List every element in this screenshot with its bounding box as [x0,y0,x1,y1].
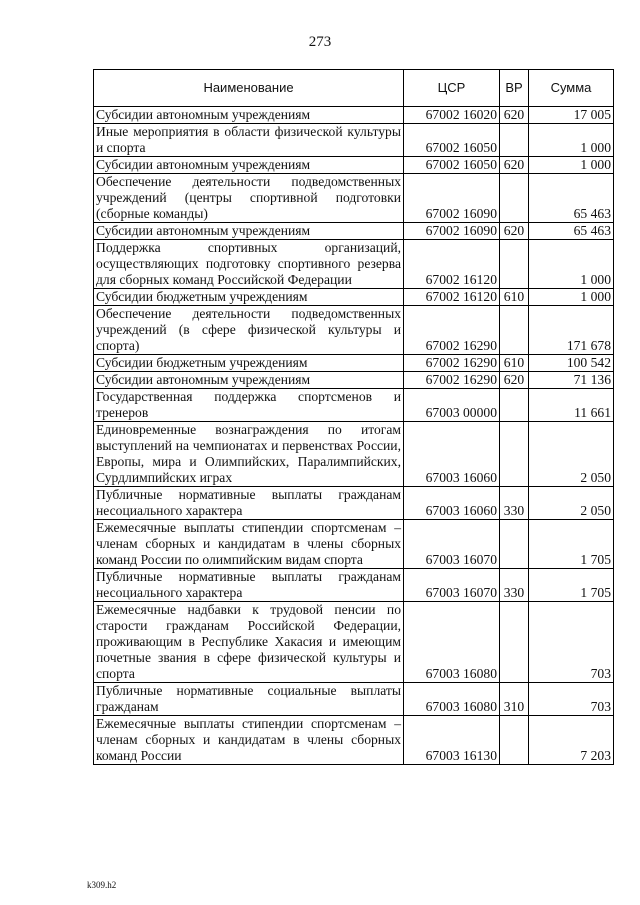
row-vr-cell [500,306,529,355]
table-row [94,487,614,520]
table-row [94,422,614,487]
row-name-cell: Субсидии бюджетным учреждениям [94,289,404,306]
row-sum-cell: 2 050 [529,422,614,487]
budget-table [93,69,614,765]
row-sum-cell: 1 000 [529,157,614,174]
row-csr-cell: 67003 16070 [404,569,500,602]
header-name: Наименование [94,70,404,107]
row-sum-cell: 703 [529,683,614,716]
row-vr-cell [500,716,529,765]
row-sum-cell: 1 000 [529,124,614,157]
row-vr-cell [500,240,529,289]
row-name-cell: Ежемесячные выплаты стипендии спортсменам – членам сборных и кандидатам в члены сборных команд России [94,716,404,765]
row-name-cell: Ежемесячные надбавки к трудовой пенсии по старости гражданам Российской Федерации, проживающим в Республике Хакасия и имеющим почетные звания в сфере физической культуры и спорта [94,602,404,683]
table-row [94,223,614,240]
row-name-cell: Ежемесячные выплаты стипендии спортсменам – членам сборных и кандидатам в члены сборных команд России по олимпийским видам спорта [94,520,404,569]
row-csr-cell: 67002 16120 [404,240,500,289]
row-sum-cell: 1 000 [529,289,614,306]
table-row [94,240,614,289]
row-name-cell: Иные мероприятия в области физической культуры и спорта [94,124,404,157]
row-vr-cell [500,422,529,487]
row-vr-cell: 620 [500,157,529,174]
table-row [94,389,614,422]
table-body [94,107,614,765]
table-row [94,124,614,157]
row-vr-cell [500,174,529,223]
row-name-cell: Поддержка спортивных организаций, осуществляющих подготовку спортивного резерва для сборных команд Российской Федерации [94,240,404,289]
row-csr-cell: 67003 16130 [404,716,500,765]
table-row [94,602,614,683]
table-row [94,289,614,306]
row-name-cell: Субсидии автономным учреждениям [94,223,404,240]
row-name-cell: Обеспечение деятельности подведомственных учреждений (в сфере физической культуры и спорта) [94,306,404,355]
row-sum-cell: 11 661 [529,389,614,422]
row-sum-cell: 65 463 [529,223,614,240]
table-header-row [94,70,614,107]
row-sum-cell: 17 005 [529,107,614,124]
row-csr-cell: 67002 16020 [404,107,500,124]
table-row [94,683,614,716]
row-vr-cell: 620 [500,372,529,389]
row-sum-cell: 1 705 [529,520,614,569]
row-vr-cell [500,389,529,422]
row-csr-cell: 67003 16080 [404,683,500,716]
row-name-cell: Публичные нормативные социальные выплаты гражданам [94,683,404,716]
row-csr-cell: 67002 16290 [404,306,500,355]
row-sum-cell: 65 463 [529,174,614,223]
row-vr-cell: 620 [500,223,529,240]
row-name-cell: Обеспечение деятельности подведомственных учреждений (центры спортивной подготовки (сборные команды) [94,174,404,223]
row-name-cell: Субсидии бюджетным учреждениям [94,355,404,372]
row-sum-cell: 7 203 [529,716,614,765]
row-csr-cell: 67003 16060 [404,422,500,487]
row-csr-cell: 67002 16290 [404,372,500,389]
row-csr-cell: 67002 16120 [404,289,500,306]
row-csr-cell: 67002 16050 [404,157,500,174]
row-vr-cell: 330 [500,487,529,520]
row-vr-cell [500,602,529,683]
row-vr-cell: 610 [500,289,529,306]
row-name-cell: Государственная поддержка спортсменов и тренеров [94,389,404,422]
row-vr-cell [500,520,529,569]
footer-code: k309.h2 [87,880,117,890]
row-name-cell: Единовременные вознаграждения по итогам выступлений на чемпионатах и первенствах России, Европы, мира и Олимпийских, Паралимпийских, Сурдлимпийских играх [94,422,404,487]
table-row [94,520,614,569]
row-csr-cell: 67003 16080 [404,602,500,683]
row-sum-cell: 100 542 [529,355,614,372]
table-row [94,569,614,602]
table-row [94,716,614,765]
row-vr-cell: 610 [500,355,529,372]
header-csr: ЦСР [404,70,500,107]
row-sum-cell: 1 705 [529,569,614,602]
row-name-cell: Субсидии автономным учреждениям [94,107,404,124]
table-row [94,157,614,174]
page-number: 273 [308,34,332,50]
row-name-cell: Публичные нормативные выплаты гражданам несоциального характера [94,487,404,520]
row-vr-cell: 330 [500,569,529,602]
row-csr-cell: 67002 16290 [404,355,500,372]
table-row [94,107,614,124]
row-vr-cell: 310 [500,683,529,716]
row-name-cell: Публичные нормативные выплаты гражданам несоциального характера [94,569,404,602]
row-csr-cell: 67003 16070 [404,520,500,569]
table-row [94,372,614,389]
header-vr: ВР [500,70,529,107]
row-sum-cell: 703 [529,602,614,683]
row-vr-cell [500,124,529,157]
row-name-cell: Субсидии автономным учреждениям [94,157,404,174]
row-csr-cell: 67002 16090 [404,174,500,223]
row-csr-cell: 67002 16090 [404,223,500,240]
row-sum-cell: 1 000 [529,240,614,289]
table-row [94,355,614,372]
table-row [94,174,614,223]
row-sum-cell: 71 136 [529,372,614,389]
row-sum-cell: 2 050 [529,487,614,520]
table-row [94,306,614,355]
row-csr-cell: 67002 16050 [404,124,500,157]
row-csr-cell: 67003 16060 [404,487,500,520]
header-sum: Сумма [529,70,614,107]
row-sum-cell: 171 678 [529,306,614,355]
row-name-cell: Субсидии автономным учреждениям [94,372,404,389]
row-vr-cell: 620 [500,107,529,124]
row-csr-cell: 67003 00000 [404,389,500,422]
